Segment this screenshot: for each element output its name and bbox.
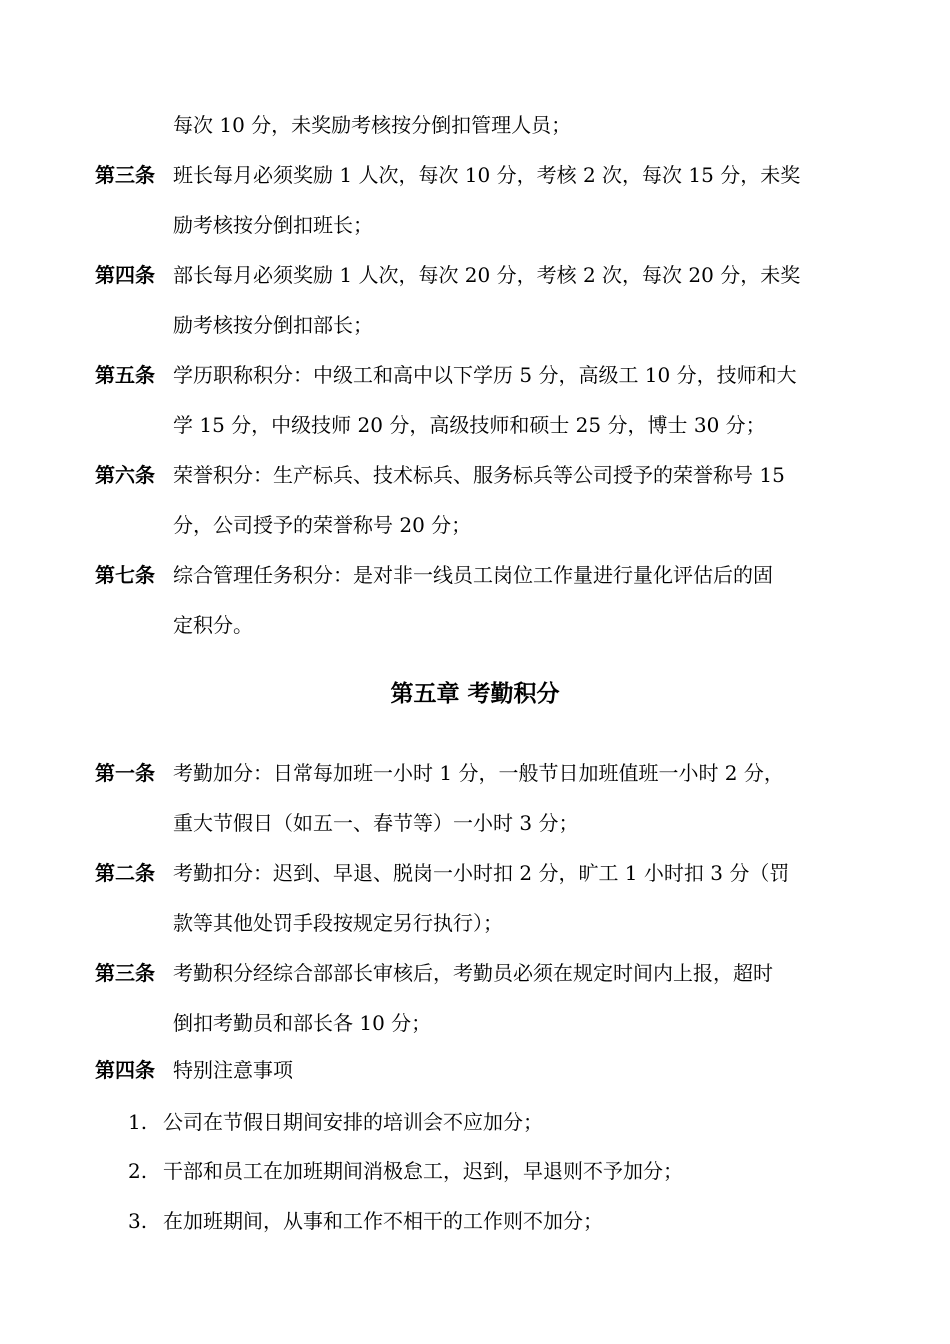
article-text-line1: 班长每月必须奖励 1 人次，每次 10 分，考核 2 次，每次 15 分，未奖: [173, 163, 801, 187]
article-label: 第二条: [95, 861, 155, 885]
article-text-line2: 款等其他处罚手段按规定另行执行）；: [173, 911, 503, 935]
article-text-line1: 荣誉积分：生产标兵、技术标兵、服务标兵等公司授予的荣誉称号 15: [173, 463, 785, 487]
list-item-number: 1.: [128, 1110, 148, 1134]
article-text-line2: 分，公司授予的荣誉称号 20 分；: [173, 513, 472, 537]
article-label: 第六条: [95, 463, 155, 487]
list-item-text: 干部和员工在加班期间消极怠工，迟到，早退则不予加分；: [163, 1159, 683, 1183]
article-text-line2: 学 15 分，中级技师 20 分，高级技师和硕士 25 分，博士 30 分；: [173, 413, 766, 437]
article-text-line2: 励考核按分倒扣部长；: [173, 313, 373, 337]
article-text-line1: 考勤积分经综合部部长审核后，考勤员必须在规定时间内上报，超时: [173, 961, 773, 985]
article-text-line2: 定积分。: [173, 613, 253, 637]
article-text-line2: 重大节假日（如五一、春节等）一小时 3 分；: [173, 811, 579, 835]
article-label: 第四条: [95, 263, 155, 287]
list-item-text: 公司在节假日期间安排的培训会不应加分；: [163, 1110, 543, 1134]
article-text-line2: 励考核按分倒扣班长；: [173, 213, 373, 237]
article-label: 第七条: [95, 563, 155, 587]
article-text-line1: 综合管理任务积分：是对非一线员工岗位工作量进行量化评估后的固: [173, 563, 773, 587]
article-label: 第四条: [95, 1058, 155, 1082]
article-text-line1: 考勤加分：日常每加班一小时 1 分，一般节日加班值班一小时 2 分，: [173, 761, 784, 785]
article-text-line1: 考勤扣分：迟到、早退、脱岗一小时扣 2 分，旷工 1 小时扣 3 分（罚: [173, 861, 790, 885]
article-text-line1: 特别注意事项: [173, 1058, 293, 1082]
article-label: 第一条: [95, 761, 155, 785]
article-text-line2: 倒扣考勤员和部长各 10 分；: [173, 1011, 432, 1035]
article-label: 第三条: [95, 961, 155, 985]
article-label: 第三条: [95, 163, 155, 187]
intro-line: 每次 10 分，未奖励考核按分倒扣管理人员；: [173, 113, 572, 137]
article-text-line1: 学历职称积分：中级工和高中以下学历 5 分，高级工 10 分，技师和大: [173, 363, 797, 387]
list-item-number: 3.: [128, 1209, 148, 1233]
chapter-title: 第五章 考勤积分: [390, 681, 560, 707]
list-item-text: 在加班期间，从事和工作不相干的工作则不加分；: [163, 1209, 603, 1233]
list-item-number: 2.: [128, 1159, 148, 1183]
article-text-line1: 部长每月必须奖励 1 人次，每次 20 分，考核 2 次，每次 20 分，未奖: [173, 263, 801, 287]
article-label: 第五条: [95, 363, 155, 387]
